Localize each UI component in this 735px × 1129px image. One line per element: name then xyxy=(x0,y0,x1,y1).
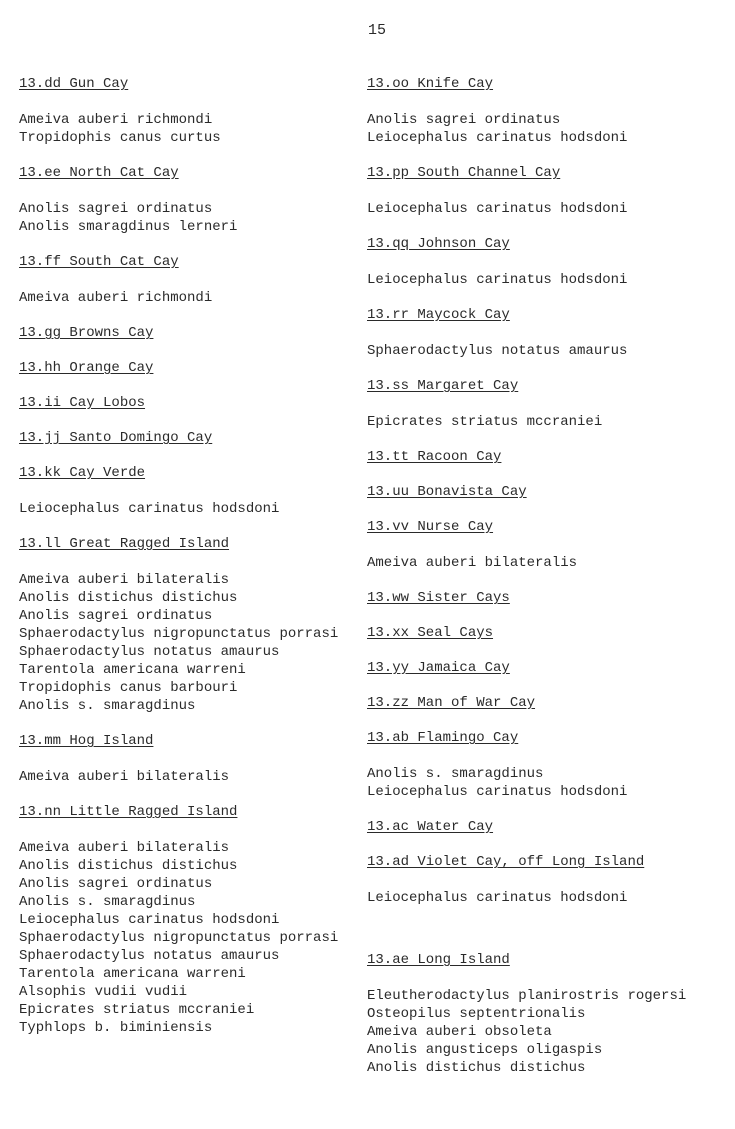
species-name: Leiocephalus carinatus hodsdoni xyxy=(19,912,280,928)
species-name: Leiocephalus carinatus hodsdoni xyxy=(367,201,628,217)
species-name: Sphaerodactylus nigropunctatus porrasi xyxy=(19,930,339,946)
locality-entry xyxy=(367,660,727,677)
species-name: Sphaerodactylus notatus amaurus xyxy=(19,644,280,660)
species-name: Ameiva auberi richmondi xyxy=(19,112,213,128)
species-name: Leiocephalus carinatus hodsdoni xyxy=(367,272,628,288)
species-list xyxy=(367,200,727,218)
species-name: Eleutherodactylus planirostris rogersi xyxy=(367,988,687,1004)
species-name: Leiocephalus carinatus hodsdoni xyxy=(367,784,628,800)
species-name: Tropidophis canus barbouri xyxy=(19,680,238,696)
species-name: Anolis sagrei ordinatus xyxy=(19,876,213,892)
species-name: Sphaerodactylus notatus amaurus xyxy=(367,343,628,359)
locality-heading: 13.hh Orange Cay xyxy=(19,360,154,376)
locality-entry xyxy=(367,695,727,712)
species-name: Ameiva auberi bilateralis xyxy=(19,769,230,785)
locality-entry xyxy=(19,254,369,307)
locality-entry xyxy=(19,360,369,377)
locality-heading: 13.nn Little Ragged Island xyxy=(19,804,238,820)
locality-heading: 13.jj Santo Domingo Cay xyxy=(19,430,213,446)
locality-entry xyxy=(367,590,727,607)
species-name: Anolis s. smaragdinus xyxy=(19,698,196,714)
species-name: Osteopilus septentrionalis xyxy=(367,1006,586,1022)
locality-heading: 13.mm Hog Island xyxy=(19,733,154,749)
locality-heading: 13.ae Long Island xyxy=(367,952,510,968)
species-name: Anolis sagrei ordinatus xyxy=(367,112,561,128)
page-number: 15 xyxy=(368,22,387,39)
locality-heading: 13.uu Bonavista Cay xyxy=(367,484,527,500)
species-list xyxy=(367,987,727,1077)
species-name: Ameiva auberi bilateralis xyxy=(19,572,230,588)
locality-entry xyxy=(367,76,727,147)
species-list xyxy=(367,554,727,572)
locality-entry xyxy=(367,625,727,642)
species-name: Anolis distichus distichus xyxy=(19,858,238,874)
species-name: Tarentola americana warreni xyxy=(19,966,246,982)
species-name: Leiocephalus carinatus hodsdoni xyxy=(367,890,628,906)
locality-entry xyxy=(367,378,727,431)
locality-entry xyxy=(367,449,727,466)
locality-entry xyxy=(367,854,727,907)
locality-entry xyxy=(367,484,727,501)
locality-entry xyxy=(19,733,369,786)
species-name: Ameiva auberi bilateralis xyxy=(367,555,578,571)
species-list xyxy=(19,500,369,518)
species-list xyxy=(367,889,727,907)
species-name: Ameiva auberi richmondi xyxy=(19,290,213,306)
locality-heading: 13.dd Gun Cay xyxy=(19,76,129,92)
species-name: Tropidophis canus curtus xyxy=(19,130,221,146)
locality-heading: 13.ac Water Cay xyxy=(367,819,494,835)
locality-heading: 13.ee North Cat Cay xyxy=(19,165,179,181)
species-name: Anolis smaragdinus lerneri xyxy=(19,219,238,235)
locality-heading: 13.ab Flamingo Cay xyxy=(367,730,519,746)
species-name: Sphaerodactylus notatus amaurus xyxy=(19,948,280,964)
locality-heading: 13.qq Johnson Cay xyxy=(367,236,510,252)
species-list xyxy=(19,111,369,147)
locality-heading: 13.ii Cay Lobos xyxy=(19,395,146,411)
species-list xyxy=(19,768,369,786)
locality-heading: 13.zz Man of War Cay xyxy=(367,695,536,711)
species-name: Tarentola americana warreni xyxy=(19,662,246,678)
locality-entry xyxy=(19,165,369,236)
locality-entry xyxy=(367,952,727,1077)
species-name: Anolis sagrei ordinatus xyxy=(19,608,213,624)
species-name: Alsophis vudii vudii xyxy=(19,984,188,1000)
locality-heading: 13.gg Browns Cay xyxy=(19,325,154,341)
locality-heading: 13.pp South Channel Cay xyxy=(367,165,561,181)
locality-heading: 13.kk Cay Verde xyxy=(19,465,146,481)
locality-heading: 13.ss Margaret Cay xyxy=(367,378,519,394)
locality-entry xyxy=(367,819,727,836)
species-name: Epicrates striatus mccraniei xyxy=(19,1002,255,1018)
locality-heading: 13.tt Racoon Cay xyxy=(367,449,502,465)
locality-entry xyxy=(19,536,369,715)
species-list xyxy=(367,111,727,147)
locality-entry xyxy=(19,430,369,447)
locality-entry xyxy=(367,519,727,572)
species-list xyxy=(367,271,727,289)
species-name: Anolis angusticeps oligaspis xyxy=(367,1042,603,1058)
species-list xyxy=(367,765,727,801)
locality-entry xyxy=(19,395,369,412)
locality-heading: 13.ad Violet Cay, off Long Island xyxy=(367,854,645,870)
species-name: Leiocephalus carinatus hodsdoni xyxy=(367,130,628,146)
locality-heading: 13.ff South Cat Cay xyxy=(19,254,179,270)
species-name: Typhlops b. biminiensis xyxy=(19,1020,213,1036)
locality-entry xyxy=(367,165,727,218)
species-name: Anolis distichus distichus xyxy=(367,1060,586,1076)
locality-entry xyxy=(19,76,369,147)
locality-entry xyxy=(19,325,369,342)
species-name: Ameiva auberi bilateralis xyxy=(19,840,230,856)
species-name: Ameiva auberi obsoleta xyxy=(367,1024,552,1040)
species-name: Sphaerodactylus nigropunctatus porrasi xyxy=(19,626,339,642)
locality-heading: 13.yy Jamaica Cay xyxy=(367,660,510,676)
locality-entry xyxy=(367,236,727,289)
locality-entry xyxy=(19,804,369,1037)
species-name: Anolis distichus distichus xyxy=(19,590,238,606)
species-name: Anolis sagrei ordinatus xyxy=(19,201,213,217)
species-name: Anolis s. smaragdinus xyxy=(367,766,544,782)
species-list xyxy=(19,839,369,1037)
species-list xyxy=(19,200,369,236)
locality-heading: 13.ww Sister Cays xyxy=(367,590,510,606)
species-name: Leiocephalus carinatus hodsdoni xyxy=(19,501,280,517)
locality-heading: 13.vv Nurse Cay xyxy=(367,519,494,535)
locality-entry xyxy=(367,307,727,360)
species-list xyxy=(367,342,727,360)
locality-heading: 13.oo Knife Cay xyxy=(367,76,494,92)
locality-heading: 13.rr Maycock Cay xyxy=(367,307,510,323)
species-list xyxy=(367,413,727,431)
species-name: Epicrates striatus mccraniei xyxy=(367,414,603,430)
left-column xyxy=(19,76,369,1055)
locality-entry xyxy=(19,465,369,518)
right-column xyxy=(367,76,727,925)
locality-entry xyxy=(367,730,727,801)
locality-heading: 13.ll Great Ragged Island xyxy=(19,536,230,552)
species-list xyxy=(19,289,369,307)
locality-heading: 13.xx Seal Cays xyxy=(367,625,494,641)
species-list xyxy=(19,571,369,715)
right-column-lower xyxy=(367,952,727,1095)
species-name: Anolis s. smaragdinus xyxy=(19,894,196,910)
